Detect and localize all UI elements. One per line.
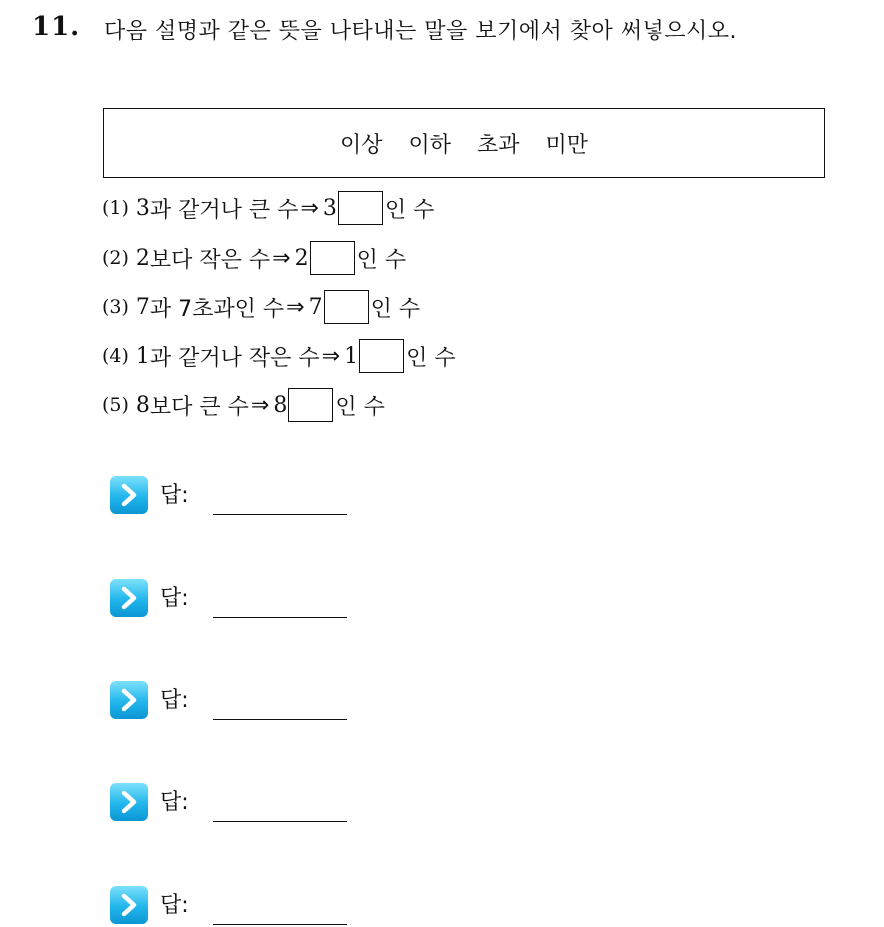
answer-label: 답: — [160, 790, 189, 815]
item-text: 과 같거나 큰 수 — [149, 197, 299, 223]
item-number: 2 — [294, 245, 309, 271]
answer-blank[interactable] — [310, 241, 355, 275]
item-index: (2) — [102, 247, 129, 269]
item-number: 3 — [322, 195, 337, 221]
answer-row — [110, 474, 350, 514]
answer-line[interactable] — [213, 821, 347, 822]
question-number: 11. — [32, 12, 81, 42]
implies-arrow: ⇒ — [321, 343, 341, 369]
question-item — [102, 338, 456, 374]
question-item — [102, 289, 420, 325]
item-text: 보다 큰 수 — [149, 394, 249, 420]
answer-line[interactable] — [213, 617, 347, 618]
item-lead-number: 2 — [135, 245, 150, 271]
item-suffix: 인 수 — [335, 394, 385, 420]
answer-label: 답: — [160, 688, 189, 713]
bogi-box — [103, 108, 825, 178]
item-number: 7 — [308, 294, 323, 320]
question-item — [102, 190, 434, 226]
answer-line[interactable] — [213, 924, 347, 925]
chevron-right-icon — [110, 783, 148, 821]
item-lead-number: 7 — [135, 294, 150, 320]
chevron-right-icon — [110, 476, 148, 514]
bogi-option: 이상 — [339, 132, 383, 158]
implies-arrow: ⇒ — [250, 392, 270, 418]
item-suffix: 인 수 — [406, 345, 456, 371]
item-text: 과 7초과인 수 — [149, 296, 285, 322]
answer-label: 답: — [160, 586, 189, 611]
chevron-right-icon — [110, 886, 148, 924]
answer-row — [110, 884, 350, 924]
item-index: (3) — [102, 296, 129, 318]
item-number: 1 — [344, 343, 359, 369]
item-lead-number: 1 — [135, 343, 150, 369]
item-suffix: 인 수 — [356, 247, 407, 273]
bogi-option: 이하 — [408, 132, 451, 158]
item-index: (5) — [102, 394, 129, 416]
item-suffix: 인 수 — [384, 197, 435, 223]
bogi-option: 초과 — [477, 132, 520, 158]
bogi-option: 미만 — [545, 132, 589, 158]
item-lead-number: 8 — [135, 392, 150, 418]
item-index: (1) — [102, 197, 129, 219]
chevron-right-icon — [110, 681, 148, 719]
question-item — [102, 387, 385, 423]
answer-row — [110, 577, 350, 617]
item-number: 8 — [273, 392, 288, 418]
answer-blank[interactable] — [288, 388, 333, 422]
chevron-right-icon — [110, 579, 148, 617]
answer-row — [110, 679, 350, 719]
implies-arrow: ⇒ — [300, 195, 319, 221]
answer-line[interactable] — [213, 514, 347, 515]
question-text: 다음 설명과 같은 뜻을 나타내는 말을 보기에서 찾아 써넣으시오. — [104, 19, 737, 44]
answer-label: 답: — [160, 893, 189, 918]
item-index: (4) — [102, 345, 129, 367]
answer-blank[interactable] — [338, 191, 383, 225]
answer-line[interactable] — [213, 719, 347, 720]
answer-blank[interactable] — [324, 290, 369, 324]
item-suffix: 인 수 — [370, 296, 421, 322]
implies-arrow: ⇒ — [272, 245, 291, 271]
implies-arrow: ⇒ — [286, 294, 305, 320]
item-text: 과 같거나 작은 수 — [149, 345, 320, 371]
answer-blank[interactable] — [359, 339, 404, 373]
item-lead-number: 3 — [135, 195, 150, 221]
answer-label: 답: — [160, 483, 189, 508]
question-item — [102, 240, 406, 276]
item-text: 보다 작은 수 — [149, 247, 271, 273]
answer-row — [110, 781, 350, 821]
